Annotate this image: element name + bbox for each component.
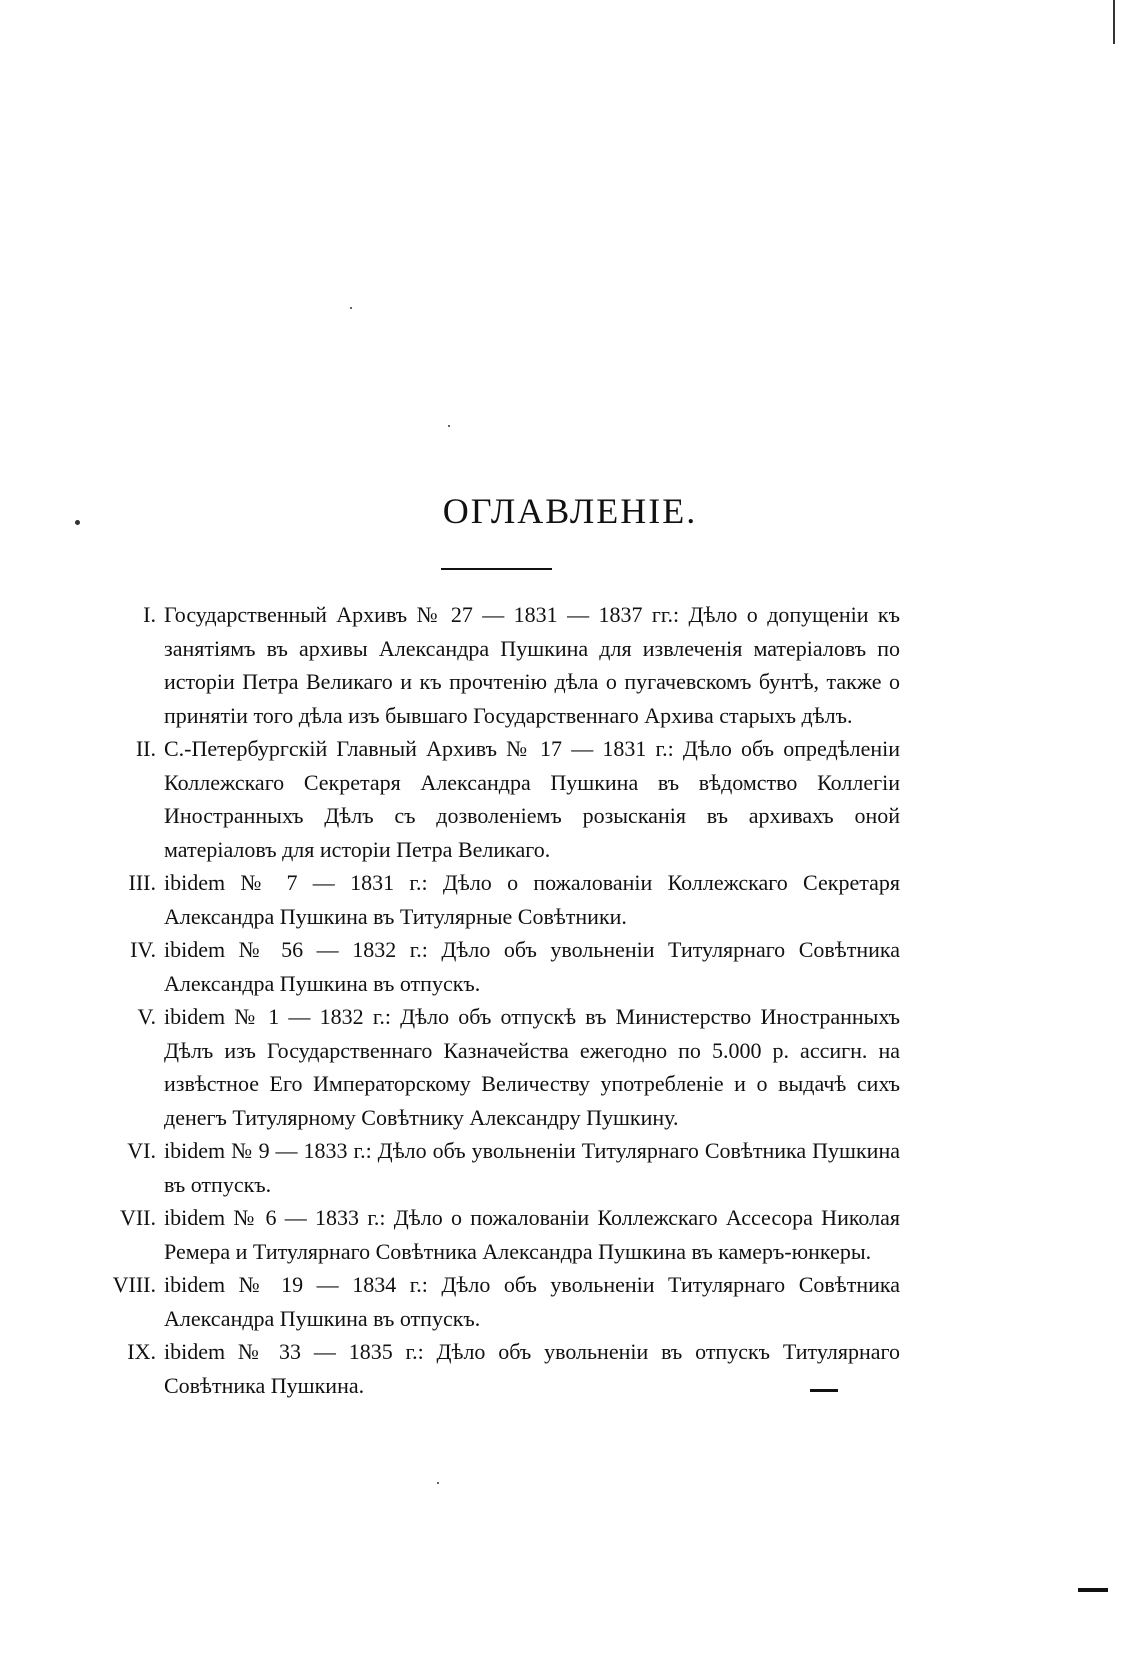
toc-entry xyxy=(110,598,900,732)
entry-text: ibidem № 6 — 1833 г.: Дѣло о пожалованiи Коллежскаго Ассесора Николая Ремера и Титулярнаго Совѣтника Александра Пушкина въ камеръ-юнкеры. xyxy=(164,1205,900,1264)
entry-number: VI. xyxy=(127,1138,156,1163)
entry-text: ibidem № 9 — 1833 г.: Дѣло объ увольненiи Титулярнаго Совѣтника Пушкина въ отпускъ. xyxy=(164,1138,900,1197)
entry-text: ibidem № 33 — 1835 г.: Дѣло объ увольненiи въ отпускъ Титулярнаго Совѣтника Пушкина. xyxy=(164,1339,900,1398)
toc-entry xyxy=(110,732,900,866)
entry-number: III. xyxy=(128,870,156,895)
title-rule xyxy=(441,568,552,570)
entry-number: V. xyxy=(137,1004,156,1029)
entry-text: С.-Петербургскiй Главный Архивъ № 17 — 1831 г.: Дѣло объ опредѣленiи Коллежскаго Секретаря Александра Пушкина въ вѣдомство Коллегiи Иностранныхъ Дѣлъ съ дозволенiемъ розысканiя въ архивахъ оной матерiаловъ для исторiи Петра Великаго. xyxy=(164,736,900,862)
entry-text: Государственный Архивъ № 27 — 1831 — 1837 гг.: Дѣло о допущенiи къ занятiямъ въ архивы Александра Пушкина для извлеченiя матерiаловъ по исторiи Петра Великаго и къ прочтенiю дѣла о пугачевскомъ бунтѣ, также о принятiи того дѣла изъ бывшаго Государственнаго Архива старыхъ дѣлъ. xyxy=(164,602,900,728)
toc-entry xyxy=(110,1335,900,1402)
page-edge-line xyxy=(1113,0,1115,44)
entry-number: II. xyxy=(135,736,156,761)
page-title: ОГЛАВЛЕНIЕ. xyxy=(442,491,698,531)
entry-number: IX. xyxy=(127,1339,156,1364)
dash-mark xyxy=(1078,1588,1108,1592)
entry-number: IV. xyxy=(130,937,156,962)
speck-mark xyxy=(448,425,450,427)
toc-entry xyxy=(110,933,900,1000)
entry-number: VII. xyxy=(119,1205,156,1230)
entry-text: ibidem № 56 — 1832 г.: Дѣло объ увольненiи Титулярнаго Совѣтника Александра Пушкина въ отпускъ. xyxy=(164,937,900,996)
speck-mark xyxy=(437,1482,439,1484)
entry-text: ibidem № 7 — 1831 г.: Дѣло о пожалованiи Коллежскаго Секретаря Александра Пушкина въ Титулярные Совѣтники. xyxy=(164,870,900,929)
entry-number: VIII. xyxy=(112,1272,156,1297)
entry-text: ibidem № 1 — 1832 г.: Дѣло объ отпускѣ въ Министерство Иностранныхъ Дѣлъ изъ Государственнаго Казначейства ежегодно по 5.000 р. ассигн. на извѣстное Его Императорскому Величеству употребленiе и о выдачѣ сихъ денегъ Титулярному Совѣтнику Александру Пушкину. xyxy=(164,1004,900,1130)
toc-entry xyxy=(110,1268,900,1335)
entry-text: ibidem № 19 — 1834 г.: Дѣло объ увольненiи Титулярнаго Совѣтника Александра Пушкина въ отпускъ. xyxy=(164,1272,900,1331)
toc-entry xyxy=(110,1000,900,1134)
speck-mark xyxy=(350,307,352,309)
toc-entry xyxy=(110,1134,900,1201)
toc-entry xyxy=(110,1201,900,1268)
entry-number: I. xyxy=(143,602,156,627)
toc-entry xyxy=(110,866,900,933)
table-of-contents xyxy=(110,598,900,1402)
